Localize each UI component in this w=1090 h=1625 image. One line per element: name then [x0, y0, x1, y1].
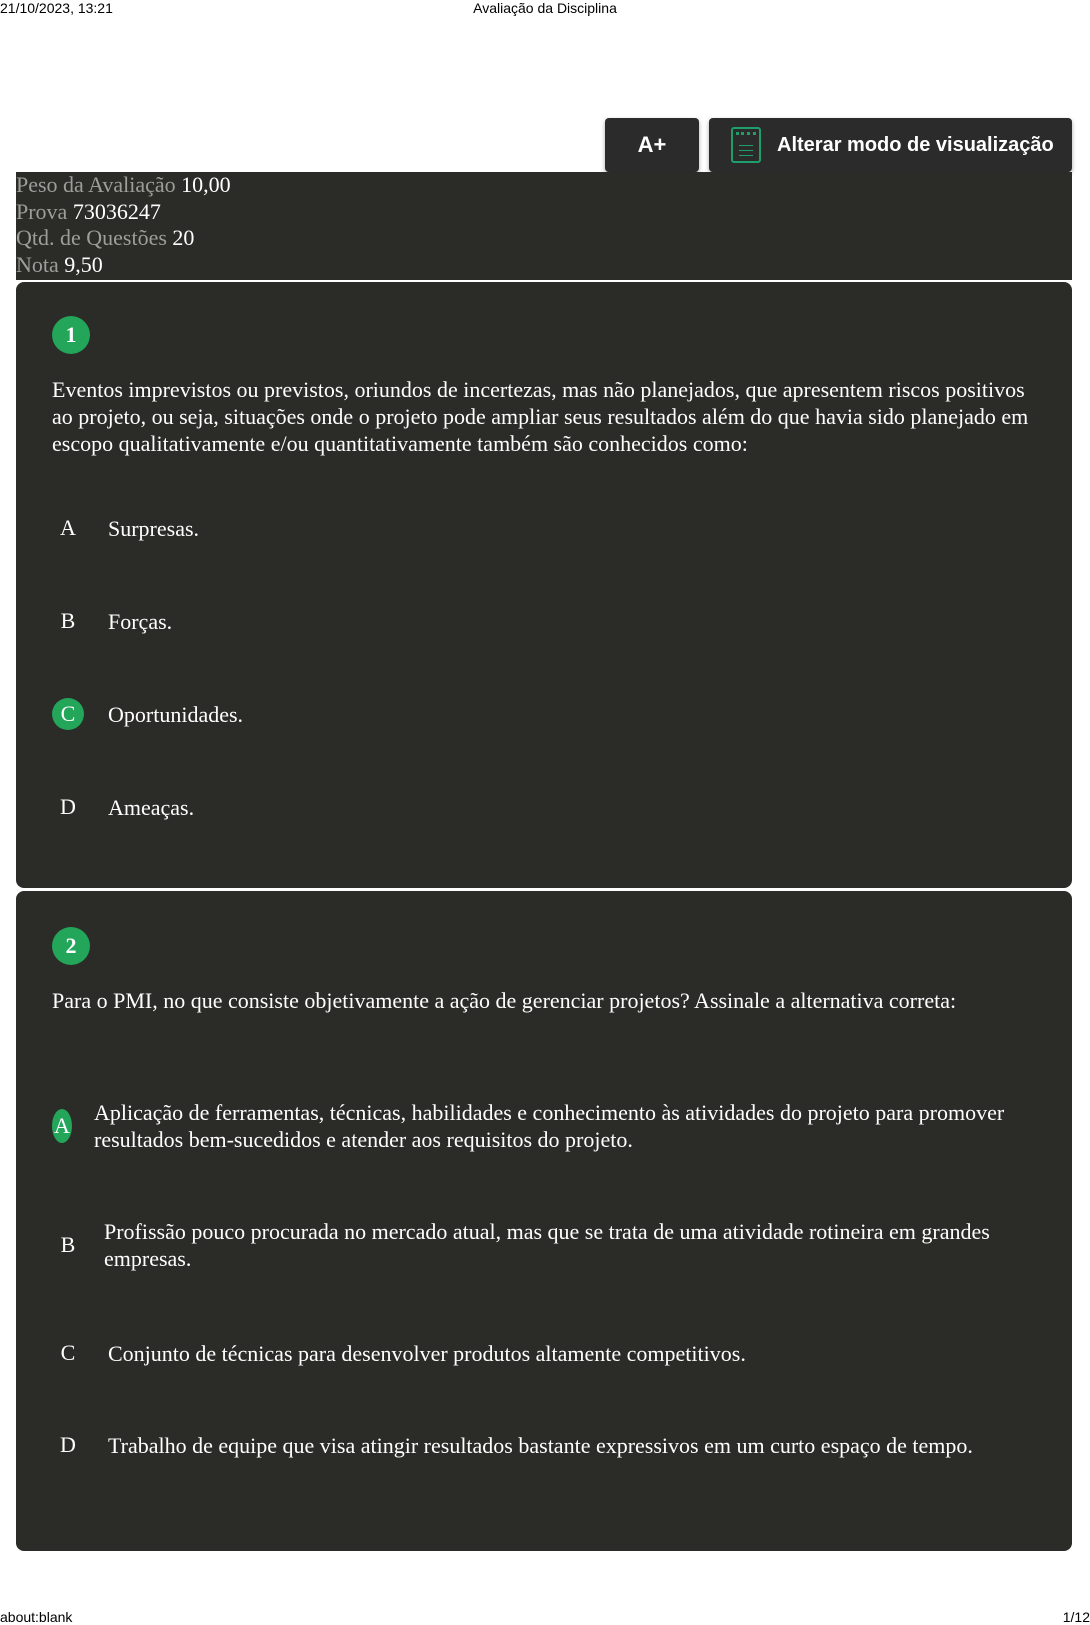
- exam-weight-row: [16, 172, 1072, 199]
- exam-weight-label: Peso da Avaliação: [16, 172, 176, 197]
- alternative-letter: B: [60, 608, 76, 633]
- exam-id-row: [16, 199, 1072, 226]
- exam-id-label: Prova: [16, 198, 68, 224]
- alternative-text: Oportunidades.: [108, 701, 244, 727]
- exam-info-panel: [16, 172, 1072, 280]
- print-url: about:blank: [0, 1609, 73, 1625]
- alternative-letter: C: [60, 1340, 76, 1365]
- alternative-text: Conjunto de técnicas para desenvolver produtos altamente competitivos.: [108, 1340, 746, 1366]
- alternative-letter: B: [60, 1232, 76, 1257]
- grade-value: 9,50: [64, 251, 103, 277]
- question-text: Eventos imprevistos ou previstos, oriundos de incertezas, mas não planejados, que apresentem riscos positivos ao projeto, ou seja, situações onde o projeto pode ampliar seus resultados além do que havia sido planejado em escopo qualitativamente e/ou quantitativamente também são conhecidos como:: [52, 377, 1029, 456]
- question-card-1: [16, 282, 1072, 888]
- alternative-a[interactable]: [52, 1099, 1012, 1153]
- alternative-text: Forças.: [108, 608, 173, 634]
- alternative-d[interactable]: [52, 791, 1012, 823]
- document-icon: [731, 127, 761, 163]
- print-header: [0, 0, 1090, 18]
- exam-weight-value: 10,00: [181, 172, 231, 197]
- alternative-d[interactable]: [52, 1429, 1012, 1461]
- alternative-text: Surpresas.: [108, 515, 200, 541]
- alternative-c[interactable]: [52, 1337, 1012, 1369]
- grade-row: [16, 252, 1072, 279]
- question-number-badge: 2: [52, 927, 90, 965]
- alternative-text: Trabalho de equipe que visa atingir resultados bastante expressivos em um curto espaço de tempo.: [108, 1432, 973, 1458]
- increase-font-button[interactable]: A+: [605, 118, 699, 172]
- alternative-text: Ameaças.: [108, 794, 195, 820]
- print-footer: [0, 1607, 1090, 1625]
- grade-label: Nota: [16, 251, 59, 277]
- alternative-letter: D: [60, 1432, 76, 1457]
- change-view-mode-label: Alterar modo de visualização: [777, 133, 1054, 156]
- alternative-a[interactable]: [52, 512, 1012, 544]
- print-datetime: 21/10/2023, 13:21: [0, 0, 113, 16]
- correct-answer-marker: A: [52, 1109, 72, 1143]
- alternative-letter: A: [60, 515, 76, 540]
- alternative-b[interactable]: [52, 1218, 1012, 1272]
- question-text: Para o PMI, no que consiste objetivamente a ação de gerenciar projetos? Assinale a alternativa correta:: [52, 988, 957, 1013]
- alternative-c[interactable]: [52, 698, 1012, 730]
- correct-answer-marker: C: [52, 698, 84, 730]
- question-count-row: [16, 225, 1072, 252]
- change-view-mode-button[interactable]: [709, 118, 1072, 172]
- print-page-title: Avaliação da Disciplina: [473, 0, 617, 16]
- view-toolbar: [605, 118, 1072, 172]
- exam-id-value: 73036247: [72, 198, 161, 224]
- question-card-2: [16, 891, 1072, 1551]
- alternative-letter: D: [60, 794, 76, 819]
- question-count-value: 20: [172, 225, 195, 250]
- alternative-text: Profissão pouco procurada no mercado atual, mas que se trata de uma atividade rotineira em grandes empresas.: [104, 1219, 990, 1271]
- question-number-badge: 1: [52, 316, 90, 354]
- alternative-text: Aplicação de ferramentas, técnicas, habilidades e conhecimento às atividades do projeto para promover resultados bem-sucedidos e atender aos requisitos do projeto.: [94, 1100, 1005, 1152]
- question-count-label: Qtd. de Questões: [16, 225, 167, 250]
- alternative-b[interactable]: [52, 605, 1012, 637]
- print-page-number: 1/12: [1062, 1609, 1090, 1625]
